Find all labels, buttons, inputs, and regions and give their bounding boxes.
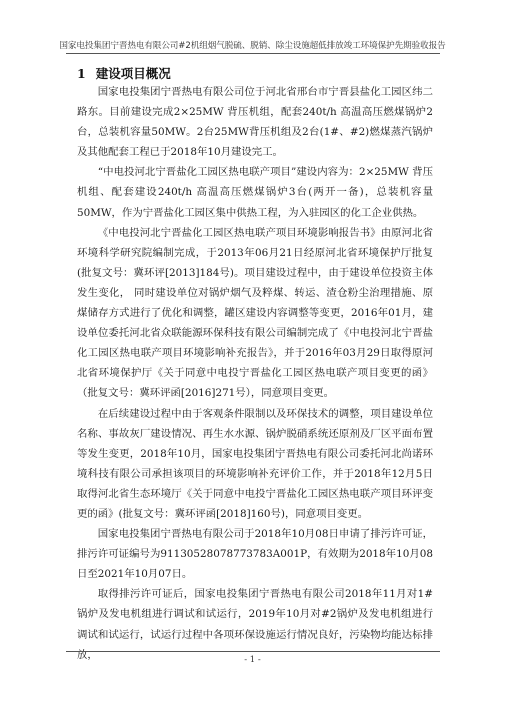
section-heading bbox=[77, 64, 171, 82]
paragraph: 取得排污许可证后，国家电投集团宁晋热电有限公司2018年11月对1#锅炉及发电机组进行调试和试运行，2019年10月对#2锅炉及发电机组进行调试和试运行，试运行过程中各项环保设施运行情况良好，污染物均能达标排放， bbox=[77, 588, 433, 661]
body-text bbox=[77, 82, 433, 665]
paragraph: 《中电投河北宁晋盐化工园区热电联产项目环境影响报告书》由原河北省环境科学研究院编制完成，于2013年06月21日经原河北省环境保护厅批复(批复文号：冀环评[2013]184号)。项目建设过程中，由于建设单位投资主体发生变化， 同时建设单位对锅炉烟气及粹煤、转运、渣仓粉尘治理措施、原煤储存方式进行了优化和调整，罐区建设内容调整等变更，2016年01月，建设单位委托河北省众联能源环保科技有限公司编制完成了《中电投河北宁晋盐化工园区热电联产项目环境影响补充报告》，并于2016年03月29日取得原河北省环境保护厅《关于同意中电投宁晋盐化工园区热电联产项目变更的函》（批复文号：冀环评函[2016]271号），同意项目变更。 bbox=[77, 226, 433, 400]
paragraph: 在后续建设过程中由于客观条件限制以及环保技术的调整，项目建设单位名称、事故灰厂建设情况、再生水水源、锅炉脱硝系统还原剂及厂区平面布置等发生变更，2018年10月，国家电投集团宁晋热电有限公司委托河北尚诺环境科技有限公司承担该项目的环境影响补充评价工作，并于2018年12月5日取得河北省生态环境厅《关于同意中电投宁晋盐化工园区热电联产项目环评变更的函》(批复文号：冀环评函[2018]160号)，同意项目变更。 bbox=[77, 407, 433, 520]
paragraph: “中电投河北宁晋盐化工园区热电联产项目”建设内容为：2×25MW 背压机组、配套建设240t/h 高温高压燃煤锅炉3台(两开一备)，总装机容量50MW，作为宁晋盐化工园区集中供热工程，为入驻园区的化工企业供热。 bbox=[77, 166, 433, 219]
paragraph: 国家电投集团宁晋热电有限公司位于河北省邢台市宁晋县盐化工园区纬二路东。目前建设完成2×25MW 背压机组，配套240t/h 高温高压燃煤锅炉2台，总装机容量50MW。2台25MW背压机组及2台(1#、#2)燃煤蒸汽锅炉及其他配套工程已于2018年10月建设完工。 bbox=[77, 86, 433, 159]
footer-rule bbox=[66, 651, 440, 652]
running-header: 国家电投集团宁晋热电有限公司#2机组烟气脱硫、脱销、除尘设施超低排放竣工环境保护先期验收报告 bbox=[59, 41, 446, 51]
header-rule bbox=[66, 53, 440, 54]
section-title-text: 建设项目概况 bbox=[95, 66, 171, 81]
section-number: 1 bbox=[77, 66, 86, 81]
page-number: - 1 - bbox=[244, 655, 261, 665]
paragraph: 国家电投集团宁晋热电有限公司于2018年10月08日申请了排污许可证，排污许可证编号为91130528078773783A001P，有效期为2018年10月08日至2021年10月07日。 bbox=[77, 528, 433, 581]
